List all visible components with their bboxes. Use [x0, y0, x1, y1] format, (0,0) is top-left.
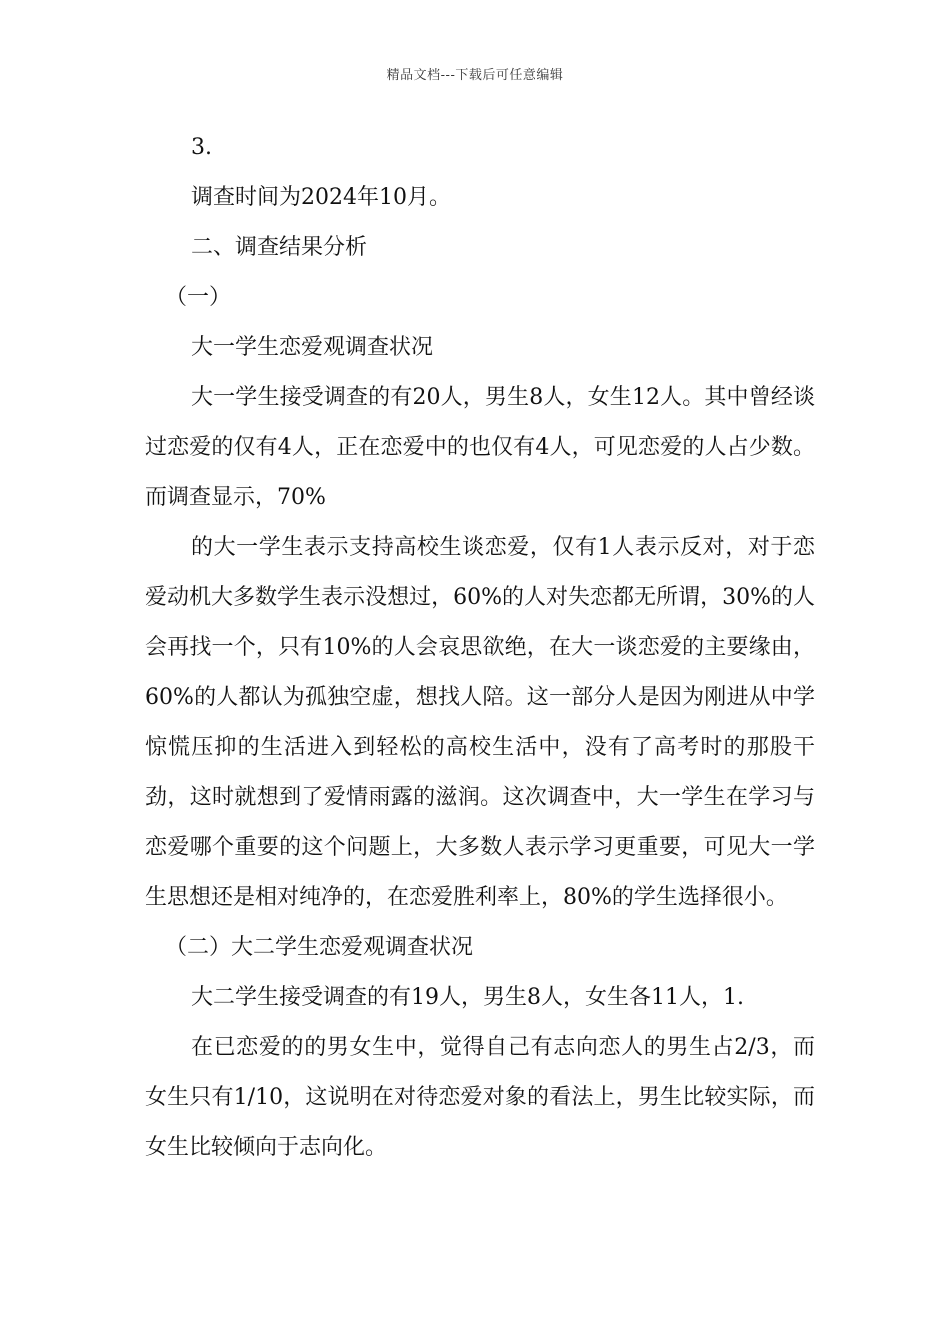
paragraph-freshman-stats: 大一学生接受调查的有20人，男生8人，女生12人。其中曾经谈过恋爱的仅有4人，正在恋爱中的也仅有4人，可见恋爱的人占少数。而调查显示，70%: [145, 385, 815, 510]
paragraph-freshman-analysis: 的大一学生表示支持高校生谈恋爱，仅有1人表示反对，对于恋爱动机大多数学生表示没想过，60%的人对失恋都无所谓，30%的人会再找一个，只有10%的人会哀思欲绝，在大一谈恋爱的主要缘由，60%的人都认为孤独空虚，想找人陪。这一部分人是因为刚进从中学惊慌压抑的生活进入到轻松的高校生活中，没有了高考时的那股干劲，这时就想到了爱情雨露的滋润。这次调查中，大一学生在学习与恋爱哪个重要的这个问题上，大多数人表示学习更重要，可见大一学生思想还是相对纯净的，在恋爱胜利率上，80%的学生选择很小。: [145, 535, 815, 910]
paragraph-item-number: 3.: [191, 135, 212, 160]
section-heading-results: 二、调查结果分析: [191, 235, 368, 260]
page-header: 精品文档---下载后可任意编辑: [386, 68, 564, 83]
paragraph-sophomore-analysis: 在已恋爱的的男女生中，觉得自己有志向恋人的男生占2/3，而女生只有1/10，这说明在对待恋爱对象的看法上，男生比较实际，而女生比较倾向于志向化。: [145, 1035, 815, 1160]
document-body: [145, 132, 815, 1182]
paragraph-sophomore-stats: 大二学生接受调查的有19人，男生8人，女生各11人，1.: [191, 985, 744, 1010]
subsection-heading-sophomore: （二）大二学生恋爱观调查状况: [165, 935, 474, 960]
paragraph-survey-time: 调查时间为2024年10月。: [191, 185, 451, 210]
subsection-heading-freshman: 大一学生恋爱观调查状况: [191, 335, 434, 360]
subsection-marker-one: （一）: [165, 285, 232, 310]
